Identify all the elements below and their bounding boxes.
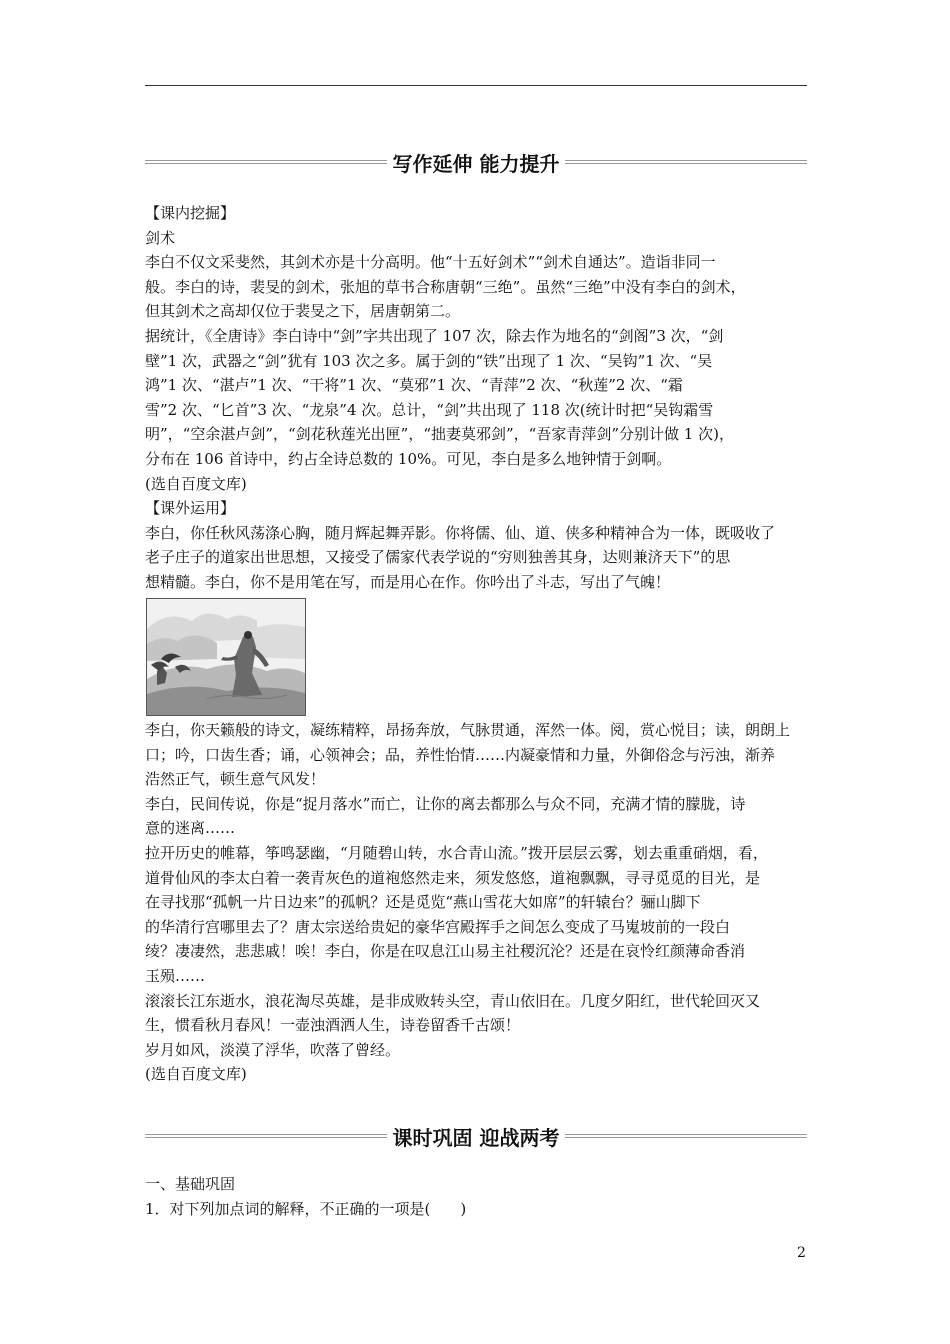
paragraph-line: 分布在 106 首诗中，约占全诗总数的 10%。可见，李白是多么地钟情于剑啊。 (145, 449, 672, 468)
paragraph-line: 据统计，《全唐诗》李白诗中“剑”字共出现了 107 次，除去作为地名的“剑阁”3 次，“剑 (145, 326, 724, 345)
paragraph-line: 生，惯看秋月春风！一壶浊酒洒人生，诗卷留香千古颂！ (145, 1016, 521, 1035)
paragraph-line: 浩然正气，顿生意气风发！ (145, 770, 326, 789)
exercise-heading: 一、基础巩固 (145, 1175, 236, 1193)
question-1: 1．对下列加点词的解释，不正确的一项是( ) (145, 1199, 467, 1218)
header-rule (145, 85, 807, 86)
paragraph-line: 口；吟，口齿生香；诵，心领神会；品，养性怡情……内凝豪情和力量，外御俗念与污浊，渐养 (145, 745, 776, 764)
banner-left-line (145, 160, 387, 164)
section-title: 课时巩固 迎战两考 (392, 1125, 560, 1150)
paragraph-line: 岁月如风，淡漠了浮华，吹落了曾经。 (145, 1040, 401, 1059)
paragraph-line: 滚滚长江东逝水，浪花淘尽英雄，是非成败转头空，青山依旧在。几度夕阳红，世代轮回灭又 (145, 991, 761, 1010)
banner-right-line (565, 160, 807, 164)
paragraph-line: 般。李白的诗，裴旻的剑术，张旭的草书合称唐朝“三绝”。虽然“三绝”中没有李白的剑术， (145, 277, 746, 296)
source-note: (选自百度文库) (145, 1065, 247, 1084)
paragraph-line: 壁”1 次，武器之“剑”犹有 103 次之多。属于剑的“铁”出现了 1 次、“吴钩”1 次、“吴 (145, 351, 713, 370)
banner-left-line (145, 1134, 387, 1138)
paragraph-line: 拉开历史的帷幕，筝鸣瑟幽，“月随碧山转，水合青山流。”拨开层层云雾，划去重重硝烟，看， (145, 843, 768, 862)
paragraph-line: 明”，“空余湛卢剑”，“剑花秋莲光出匣”，“拙妻莫邪剑”，“吾家青萍剑”分别计做 1 次)， (145, 425, 734, 444)
paragraph-line: 绫？凄凄然，悲悲戚！唉！李白，你是在叹息江山易主社稷沉沦？还是在哀怜红颜薄命香消 (145, 942, 746, 961)
paragraph-line: 但其剑术之高却仅位于裴旻之下，居唐朝第二。 (145, 302, 461, 321)
paragraph-line: 想精髓。李白，你不是用笔在写，而是用心在作。你吟出了斗志，写出了气魄！ (145, 572, 671, 591)
part2-heading: 【课外运用】 (145, 499, 236, 518)
exercise-block (145, 1172, 815, 1221)
paragraph-line: 李白，民间传说，你是“捉月落水”而亡，让你的离去都那么与众不同，充满才情的朦胧，诗 (145, 794, 746, 813)
paragraph-line: 的华清行宫哪里去了？唐太宗送给贵妃的豪华宫殿挥手之间怎么变成了马嵬坡前的一段白 (145, 917, 731, 936)
paragraph-line: 李白不仅文采斐然，其剑术亦是十分高明。他“十五好剑术”“剑术自通达”。造诣非同一 (145, 253, 716, 272)
part1-block (145, 201, 815, 595)
section-banner-practice (145, 1121, 807, 1151)
article-subtitle: 剑术 (145, 228, 176, 247)
section-title: 写作延伸 能力提升 (392, 151, 560, 176)
section-banner-writing (145, 147, 807, 177)
paragraph-line: 李白，你天籁般的诗文，凝练精粹，昂扬奔放，气脉贯通，浑然一体。阅，赏心悦目；读，朗朗上 (145, 721, 791, 739)
paragraph-line: 鸿”1 次、“湛卢”1 次、“干将”1 次、“莫邪”1 次、“青萍”2 次、“秋莲”2 次、“霜 (145, 376, 683, 395)
li-bai-illustration (146, 598, 306, 716)
paragraph-line: 老子庄子的道家出世思想，又接受了儒家代表学说的“穷则独善其身，达则兼济天下”的思 (145, 548, 731, 567)
paragraph-line: 意的迷离…… (145, 819, 236, 838)
page-number: 2 (797, 1245, 806, 1261)
paragraph-line: 李白，你任秋风荡涤心胸，随月辉起舞弄影。你将儒、仙、道、侠多种精神合为一体，既吸收了 (145, 523, 776, 542)
paragraph-line: 玉殒…… (145, 966, 206, 985)
paragraph-line: 雪”2 次、“匕首”3 次、“龙泉”4 次。总计，“剑”共出现了 118 次(统计时把“吴钩霜雪 (145, 400, 714, 419)
part2-block (145, 718, 815, 1087)
banner-right-line (565, 1134, 807, 1138)
part1-heading: 【课内挖掘】 (145, 204, 236, 222)
paragraph-line: 在寻找那“孤帆一片日边来”的孤帆？还是觅览“燕山雪花大如席”的轩辕台？骊山脚下 (145, 893, 701, 912)
source-note: (选自百度文库) (145, 474, 247, 493)
paragraph-line: 道骨仙风的李太白着一袭青灰色的道袍悠然走来，须发悠悠，道袍飘飘，寻寻觅觅的目光，是 (145, 868, 761, 887)
